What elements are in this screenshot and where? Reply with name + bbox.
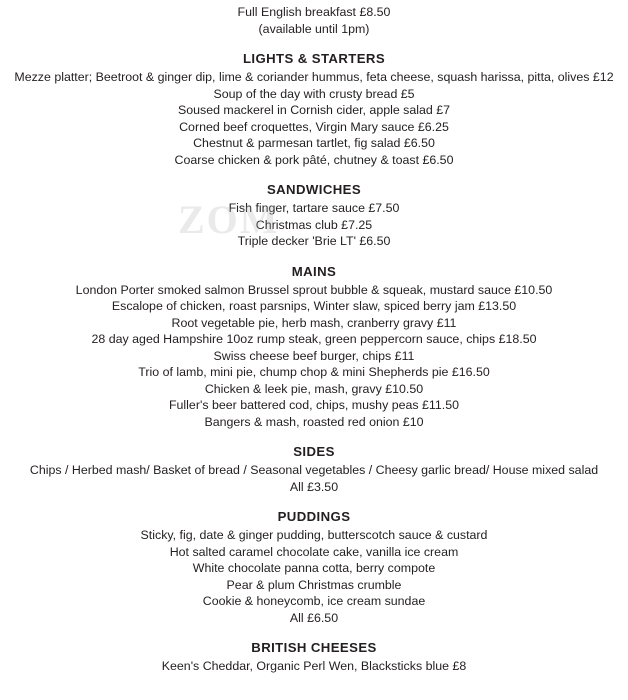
menu-item: Fish finger, tartare sauce £7.50	[228, 201, 400, 215]
menu-section-lights-starters	[0, 50, 628, 168]
menu-section-sides	[0, 443, 628, 495]
intro-line-1: Full English breakfast £8.50	[237, 5, 391, 19]
section-heading: SIDES	[293, 444, 335, 459]
section-heading: BRITISH CHEESES	[251, 640, 377, 655]
menu-item: Swiss cheese beef burger, chips £11	[213, 348, 415, 363]
menu-section-british-cheeses	[0, 639, 628, 675]
menu-item: Soup of the day with crusty bread £5	[213, 86, 415, 101]
menu-item: London Porter smoked salmon Brussel sprout bubble & squeak, mustard sauce £10.50	[75, 282, 553, 297]
menu-item: Coarse chicken & pork pâté, chutney & toast £6.50	[174, 152, 454, 167]
menu-item: Sticky, fig, date & ginger pudding, butterscotch sauce & custard	[140, 528, 488, 542]
section-heading: MAINS	[291, 263, 337, 279]
menu-item: Triple decker 'Brie LT' £6.50	[237, 234, 391, 248]
menu-item: White chocolate panna cotta, berry compote	[192, 561, 436, 575]
section-heading: PUDDINGS	[277, 509, 351, 524]
menu-item: Fuller's beer battered cod, chips, mushy peas £11.50	[168, 398, 460, 412]
menu-item: Bangers & mash, roasted red onion £10	[204, 414, 424, 429]
menu-item: Soused mackerel in Cornish cider, apple salad £7	[177, 103, 451, 117]
menu-section-mains	[0, 263, 628, 431]
intro-block	[0, 4, 628, 37]
section-heading: LIGHTS & STARTERS	[242, 51, 386, 66]
menu-item-price: All £6.50	[289, 610, 339, 625]
menu-item: Keen's Cheddar, Organic Perl Wen, Blacksticks blue £8	[161, 659, 467, 673]
menu-section-sandwiches	[0, 181, 628, 250]
watermark: ZOM	[178, 197, 280, 242]
menu-item: Christmas club £7.25	[255, 217, 373, 232]
menu-item: Cookie & honeycomb, ice cream sundae	[202, 594, 426, 608]
menu-item: Pear & plum Christmas crumble	[226, 577, 402, 592]
menu-item: Hot salted caramel chocolate cake, vanilla ice cream	[169, 544, 459, 559]
menu-item: Chicken & leek pie, mash, gravy £10.50	[204, 381, 424, 396]
menu-item: Chips / Herbed mash/ Basket of bread / Seasonal vegetables / Cheesy garlic bread/ House mixed salad	[29, 463, 599, 477]
menu-item: Mezze platter; Beetroot & ginger dip, lime & coriander hummus, feta cheese, squash harissa, pitta, olives £12	[14, 70, 614, 84]
menu-item: Trio of lamb, mini pie, chump chop & mini Shepherds pie £16.50	[138, 365, 490, 379]
menu-item: Escalope of chicken, roast parsnips, Winter slaw, spiced berry jam £13.50	[111, 299, 517, 313]
menu-item-price: All £3.50	[289, 479, 339, 494]
menu-item: Chestnut & parmesan tartlet, fig salad £6.50	[193, 136, 435, 150]
menu-section-puddings	[0, 508, 628, 626]
section-heading: SANDWICHES	[266, 182, 362, 197]
intro-line-2: (available until 1pm)	[258, 21, 370, 36]
menu-item: Corned beef croquettes, Virgin Mary sauce £6.25	[179, 119, 449, 134]
menu-item: 28 day aged Hampshire 10oz rump steak, green peppercorn sauce, chips £18.50	[91, 332, 537, 346]
menu-item: Root vegetable pie, herb mash, cranberry gravy £11	[171, 315, 457, 330]
